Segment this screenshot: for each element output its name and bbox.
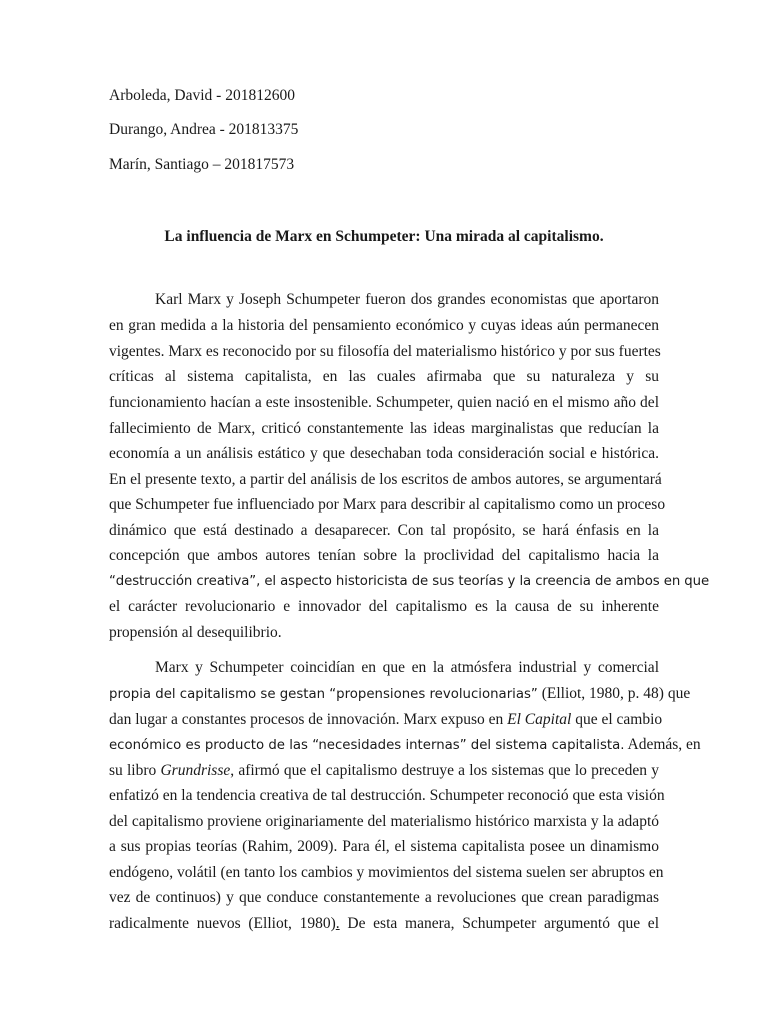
- text-span: .: [335, 915, 340, 932]
- paragraph-line: vez de continuos) y que conduce constantemente a revoluciones que crean paradigmas: [109, 889, 659, 906]
- paragraph-line: propensión al desequilibrio.: [109, 624, 282, 641]
- paragraph-line: en gran medida a la historia del pensamiento económico y cuyas ideas aún permanecen: [109, 317, 659, 334]
- text-span: Además, en: [624, 736, 701, 753]
- paragraph-line: [109, 914, 659, 934]
- text-span: (Elliot, 1980, p. 48) que: [537, 685, 691, 702]
- paragraph-line: [109, 710, 663, 730]
- document-title: La influencia de Marx en Schumpeter: Una mirada al capitalismo.: [164, 228, 604, 245]
- author-line: Marín, Santiago – 201817573: [109, 156, 295, 173]
- text-span: De esta manera, Schumpeter argumentó que el: [339, 915, 659, 932]
- paragraph-line: el carácter revolucionario e innovador del capitalismo es la causa de su inherente: [109, 598, 659, 615]
- paragraph-line: En el presente texto, a partir del análisis de los escritos de ambos autores, se argumentará: [109, 471, 662, 488]
- text-span: su libro: [109, 762, 161, 779]
- paragraph-line: enfatizó en la tendencia creativa de tal destrucción. Schumpeter reconoció que esta visión: [109, 787, 665, 804]
- book-title: El Capital: [507, 711, 572, 728]
- text-span: radicalmente nuevos (Elliot, 1980): [109, 915, 336, 932]
- paragraph-line: [109, 761, 659, 781]
- paragraph-line: [109, 735, 701, 755]
- paragraph-line: [109, 684, 691, 704]
- author-line: Arboleda, David - 201812600: [109, 87, 295, 104]
- paragraph-line: endógeno, volátil (en tanto los cambios y movimientos del sistema suelen ser abruptos en: [109, 864, 664, 881]
- paragraph-line: concepción que ambos autores tenían sobre la proclividad del capitalismo hacia la: [109, 547, 659, 564]
- paragraph-line: que Schumpeter fue influenciado por Marx para describir al capitalismo como un proceso: [109, 496, 666, 513]
- paragraph-line: economía a un análisis estático y que desechaban toda consideración social e histórica.: [109, 445, 659, 462]
- text-span: que el cambio: [571, 711, 663, 728]
- paragraph-line: funcionamiento hacían a este insostenible. Schumpeter, quien nació en el mismo año del: [109, 394, 659, 411]
- text-span: propia del capitalismo se gestan “propensiones revolucionarias”: [109, 687, 538, 702]
- paragraph-line: críticas al sistema capitalista, en las cuales afirmaba que su naturaleza y su: [109, 368, 659, 385]
- paragraph-line: fallecimiento de Marx, criticó constantemente las ideas marginalistas que reducían la: [109, 420, 659, 437]
- text-span: dan lugar a constantes procesos de innovación. Marx expuso en: [109, 711, 508, 728]
- paragraph-line: Marx y Schumpeter coincidían en que en la atmósfera industrial y comercial: [155, 659, 659, 676]
- paragraph-line: Karl Marx y Joseph Schumpeter fueron dos grandes economistas que aportaron: [155, 291, 659, 308]
- author-line: Durango, Andrea - 201813375: [109, 121, 299, 138]
- paragraph-line: a sus propias teorías (Rahim, 2009). Para él, el sistema capitalista posee un dinamismo: [109, 838, 659, 855]
- paragraph-line: del capitalismo proviene originariamente del materialismo histórico marxista y la adaptó: [109, 813, 659, 830]
- text-span: , afirmó que el capitalismo destruye a los sistemas que lo preceden y: [230, 762, 659, 779]
- book-title: Grundrisse: [160, 762, 231, 779]
- paragraph-line: “destrucción creativa”, el aspecto historicista de sus teorías y la creencia de ambos en que: [109, 574, 710, 589]
- paragraph-line: vigentes. Marx es reconocido por su filosofía del materialismo histórico y por sus fuertes: [109, 343, 661, 360]
- text-span: económico es producto de las “necesidades internas” del sistema capitalista.: [109, 738, 625, 753]
- paragraph-line: dinámico que está destinado a desaparecer. Con tal propósito, se hará énfasis en la: [109, 522, 659, 539]
